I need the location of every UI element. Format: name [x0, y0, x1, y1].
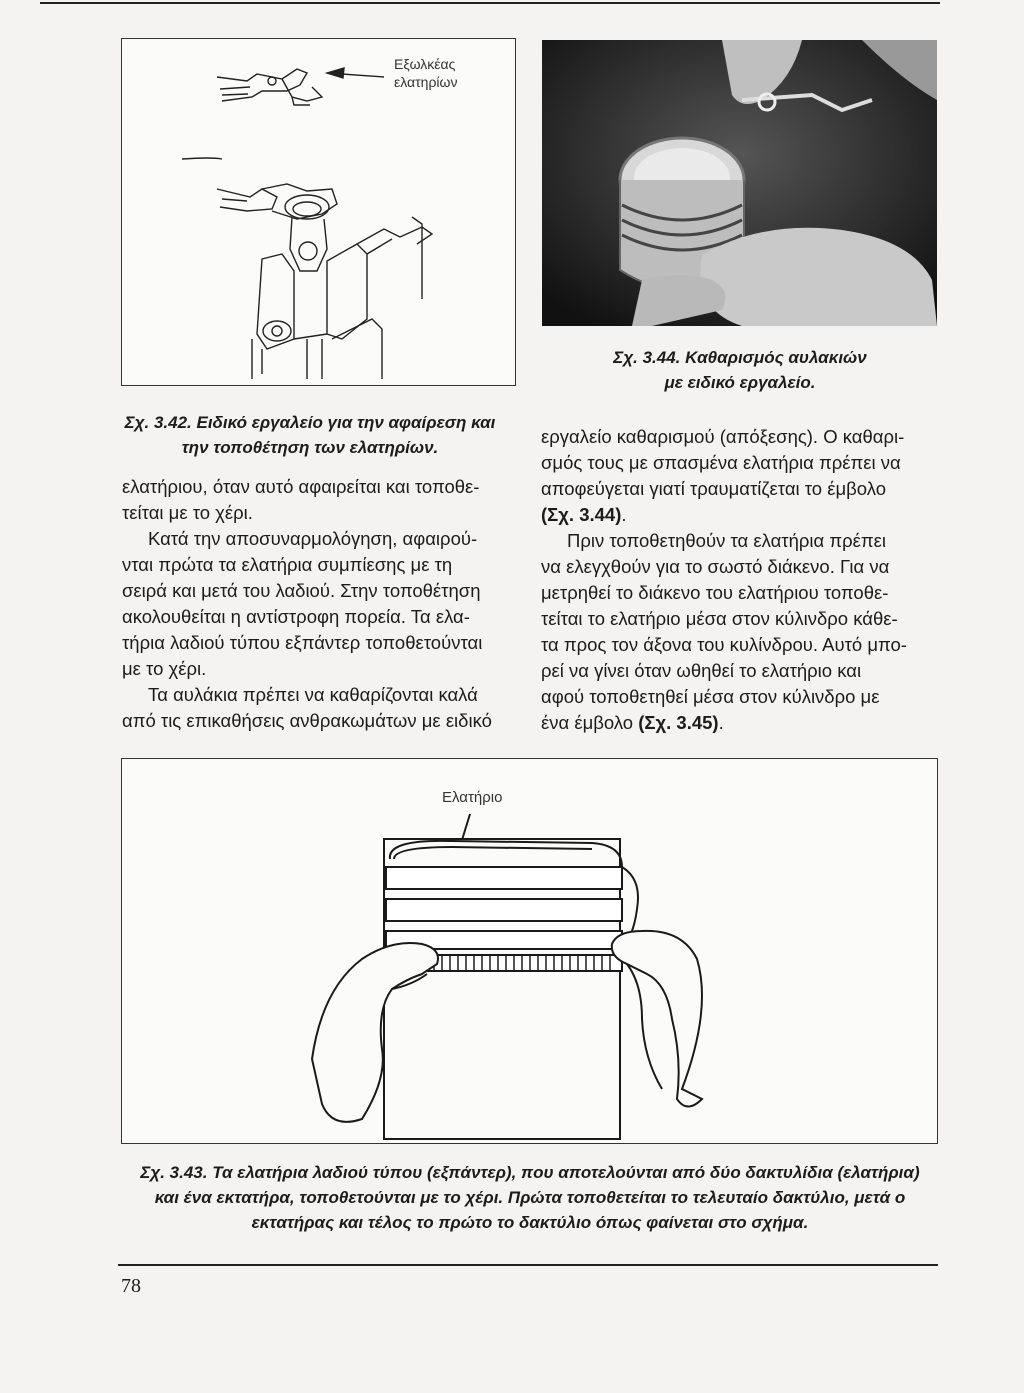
- text-line: μετρηθεί το διάκενο του ελατήριου τοποθε-: [541, 582, 889, 603]
- cleaning-tool-photo: [542, 40, 937, 326]
- text-line: αποφεύγεται γιατί τραυματίζεται το έμβολο: [541, 478, 886, 499]
- spring-label: Ελατήριο: [442, 789, 503, 806]
- text-line: νται πρώτα τα ελατήρια συμπίεσης με τη: [122, 554, 453, 575]
- caption-3-43-line1: Σχ. 3.43. Τα ελατήρια λαδιού τύπου (εξπάντερ), που αποτελούνται από δύο δακτυλίδια (ελατήρια): [140, 1163, 920, 1182]
- tool-label-line2: ελατηρίων: [394, 74, 458, 90]
- left-column-text: [122, 474, 516, 734]
- text-line: με το χέρι.: [122, 658, 207, 679]
- tool-label-line1: Εξωλκέας: [394, 56, 456, 72]
- punct: .: [621, 504, 627, 525]
- text-line: αφού τοποθετηθεί μέσα στον κύλινδρο με: [541, 686, 880, 707]
- caption-3-42-line2: την τοποθέτηση των ελατηρίων.: [181, 438, 439, 457]
- text-line: σμός τους με σπασμένα ελατήρια πρέπει να: [541, 452, 901, 473]
- figure-3-42: [121, 38, 516, 386]
- text-line: τείται με το χέρι.: [122, 502, 253, 523]
- figure-ref-3-45: (Σχ. 3.45): [638, 712, 719, 733]
- text-fragment: ένα έμβολο: [541, 712, 639, 733]
- text-line: Τα αυλάκια πρέπει να καθαρίζονται καλά: [148, 684, 478, 705]
- text-line: ρεί να γίνει όταν ωθηθεί το ελατήριο και: [541, 660, 862, 681]
- text-line: Πριν τοποθετηθούν τα ελατήρια πρέπει: [567, 530, 886, 551]
- page-number: 78: [121, 1275, 141, 1297]
- text-line: Κατά την αποσυναρμολόγηση, αφαιρού-: [148, 528, 478, 549]
- figure-ref-3-44: (Σχ. 3.44): [541, 504, 622, 525]
- caption-3-43-line2: και ένα εκτατήρα, τοποθετούνται με το χέρι. Πρώτα τοποθετείται το τελευταίο δακτύλιο, μετά ο: [154, 1188, 906, 1207]
- text-line: ελατήριου, όταν αυτό αφαιρείται και τοποθε-: [122, 476, 480, 497]
- punct: .: [718, 712, 724, 733]
- text-line: ακολουθείται η αντίστροφη πορεία. Τα ελα-: [122, 606, 470, 627]
- tool-label: [394, 55, 457, 91]
- text-line: [541, 710, 935, 736]
- caption-3-42: [110, 410, 510, 460]
- text-line: [541, 502, 935, 528]
- caption-3-44: [555, 345, 925, 395]
- caption-3-43-line3: εκτατήρας και τέλος το πρώτο το δακτύλιο όπως φαίνεται στο σχήμα.: [251, 1213, 809, 1232]
- text-line: τα προς τον άξονα του κυλίνδρου. Αυτό μπο-: [541, 634, 907, 655]
- text-line: σειρά και μετά του λαδιού. Στην τοποθέτηση: [122, 580, 481, 601]
- right-column-text: [541, 424, 935, 736]
- figure-3-43: [121, 758, 938, 1144]
- text-line: από τις επικαθήσεις ανθρακωμάτων με ειδικό: [122, 710, 492, 731]
- bottom-rule: [118, 1264, 938, 1266]
- text-line: εργαλείο καθαρισμού (απόξεσης). Ο καθαρι-: [541, 426, 905, 447]
- caption-3-44-line1: Σχ. 3.44. Καθαρισμός αυλακιών: [613, 348, 867, 367]
- top-rule: [40, 2, 940, 4]
- text-line: τείται το ελατήριο μέσα στον κύλινδρο κάθε-: [541, 608, 898, 629]
- caption-3-44-line2: με ειδικό εργαλείο.: [664, 373, 816, 392]
- text-line: τήρια λαδιού τύπου εξπάντερ τοποθετούνται: [122, 632, 483, 653]
- text-line: να ελεγχθούν για το σωστό διάκενο. Για να: [541, 556, 890, 577]
- oil-ring-installation-illustration: [122, 759, 937, 1143]
- caption-3-43: [110, 1160, 950, 1235]
- caption-3-42-line1: Σχ. 3.42. Ειδικό εργαλείο για την αφαίρεση και: [124, 413, 496, 432]
- figure-3-44-photo: [542, 40, 937, 326]
